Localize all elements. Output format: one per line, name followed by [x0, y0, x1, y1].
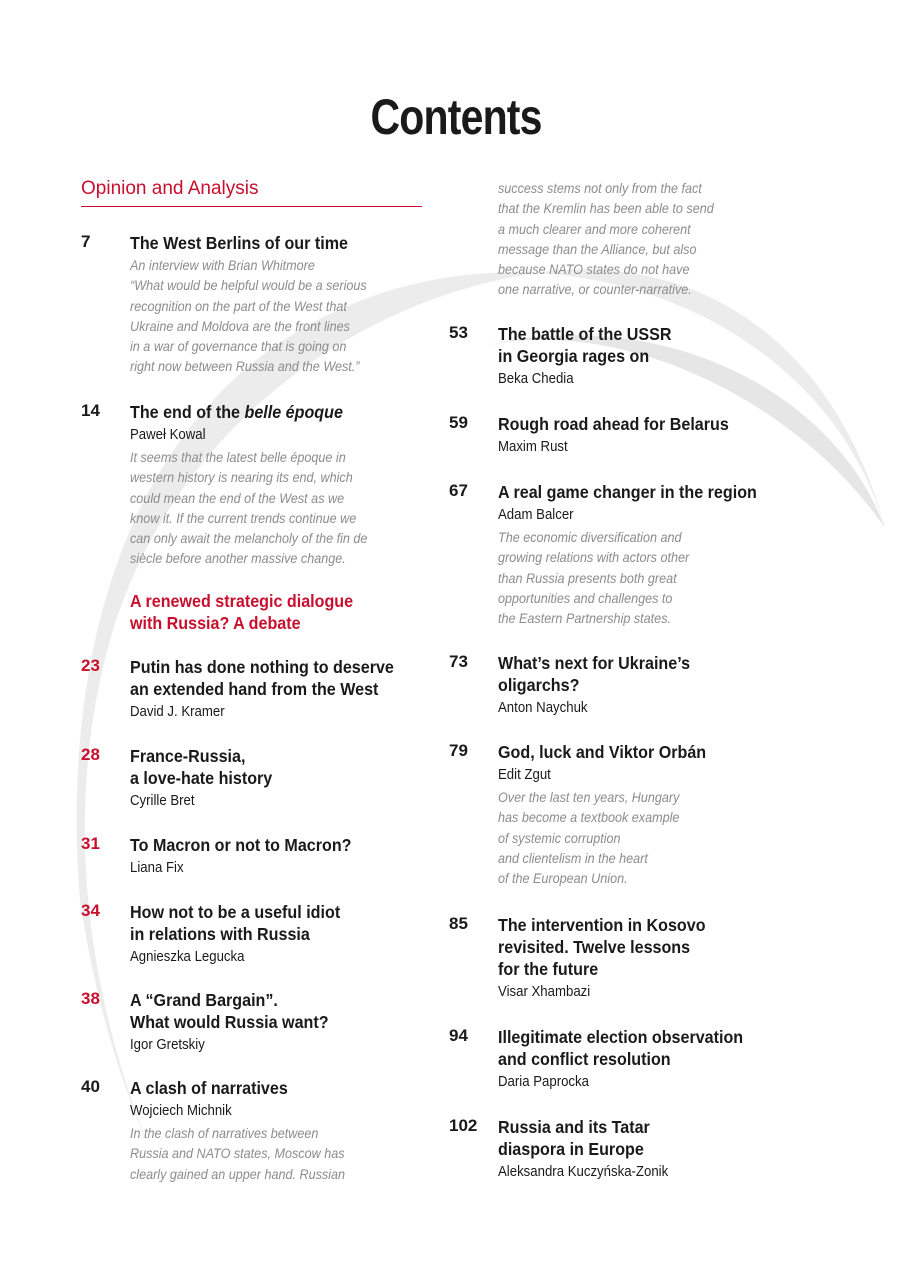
entry-author: Liana Fix — [130, 859, 184, 876]
page-number: 73 — [449, 652, 468, 671]
entry-title: A real game changer in the region — [498, 482, 757, 502]
page-number: 102 — [449, 1116, 478, 1135]
entry-title: God, luck and Viktor Orbán — [498, 742, 707, 762]
entry-author: Beka Chedia — [498, 370, 574, 387]
entry-title: Illegitimate election observation and conflict resolution — [498, 1027, 744, 1069]
entry-title: To Macron or not to Macron? — [130, 835, 352, 855]
entry-author: David J. Kramer — [130, 703, 225, 720]
page-number: 67 — [449, 481, 468, 500]
entry-author: Cyrille Bret — [130, 792, 195, 809]
page-number: 31 — [81, 834, 100, 853]
entry-title: France-Russia, a love-hate history — [130, 746, 273, 788]
entry-title: The end of the belle époque — [130, 402, 343, 422]
entry-description-continued: success stems not only from the fact that the Kremlin has been able to send a much clearer and more coherent message than the Alliance, but also because NATO states do not have one narrative, or counter-narrative. — [498, 180, 714, 298]
entry-author: Aleksandra Kuczyńska-Zonik — [498, 1163, 669, 1180]
debate-heading: A renewed strategic dialogue with Russia? A debate — [130, 591, 354, 633]
page-number: 14 — [81, 401, 100, 420]
entry-author: Daria Paprocka — [498, 1073, 589, 1090]
entry-author: Paweł Kowal — [130, 426, 206, 443]
page-number: 79 — [449, 741, 468, 760]
entry-description: An interview with Brian Whitmore “What would be helpful would be a serious recognition on the part of the West that Ukraine and Moldova are the front lines in a war of governance that is going on right now between Russia and the West.” — [130, 257, 367, 375]
entry-author: Igor Gretskiy — [130, 1036, 205, 1053]
entry-title: Russia and its Tatar diaspora in Europe — [498, 1117, 650, 1159]
entry-title: A clash of narratives — [130, 1078, 288, 1098]
entry-description: The economic diversification and growing relations with actors other than Russia presents both great opportunities and challenges to the Eastern Partnership states. — [498, 529, 690, 627]
entry-description: It seems that the latest belle époque in western history is nearing its end, which could mean the end of the West as we know it. If the current trends continue we can only await the melancholy of the fin de siècle before another massive change. — [130, 449, 368, 567]
page-number: 59 — [449, 413, 468, 432]
page-number: 34 — [81, 901, 100, 920]
entry-author: Adam Balcer — [498, 506, 574, 523]
page-number: 38 — [81, 989, 100, 1008]
page-number: 7 — [81, 232, 91, 251]
entry-title: A “Grand Bargain”. What would Russia want? — [130, 990, 329, 1032]
entry-title: Rough road ahead for Belarus — [498, 414, 729, 434]
entry-title: What’s next for Ukraine’s oligarchs? — [498, 653, 691, 695]
page-number: 53 — [449, 323, 468, 342]
page-number: 85 — [449, 914, 468, 933]
entry-title: The West Berlins of our time — [130, 233, 348, 253]
section-heading: Opinion and Analysis — [81, 178, 422, 207]
page-number: 28 — [81, 745, 100, 764]
entry-author: Agnieszka Legucka — [130, 948, 245, 965]
entry-title: How not to be a useful idiot in relations with Russia — [130, 902, 341, 944]
page-number: 23 — [81, 656, 100, 675]
page-title: Contents — [370, 89, 542, 145]
entry-title: Putin has done nothing to deserve an extended hand from the West — [130, 657, 394, 699]
entry-author: Visar Xhambazi — [498, 983, 591, 1000]
entry-author: Wojciech Michnik — [130, 1102, 232, 1119]
entry-author: Maxim Rust — [498, 438, 568, 455]
entry-title: The battle of the USSR in Georgia rages on — [498, 324, 672, 366]
entry-author: Anton Naychuk — [498, 699, 588, 716]
page-number: 94 — [449, 1026, 468, 1045]
entry-description: In the clash of narratives between Russia and NATO states, Moscow has clearly gained an upper hand. Russian — [130, 1125, 346, 1182]
page-number: 40 — [81, 1077, 100, 1096]
entry-title: The intervention in Kosovo revisited. Twelve lessons for the future — [498, 915, 706, 979]
entry-author: Edit Zgut — [498, 766, 551, 783]
entry-description: Over the last ten years, Hungary has become a textbook example of systemic corruption and clientelism in the heart of the European Union. — [498, 789, 680, 887]
